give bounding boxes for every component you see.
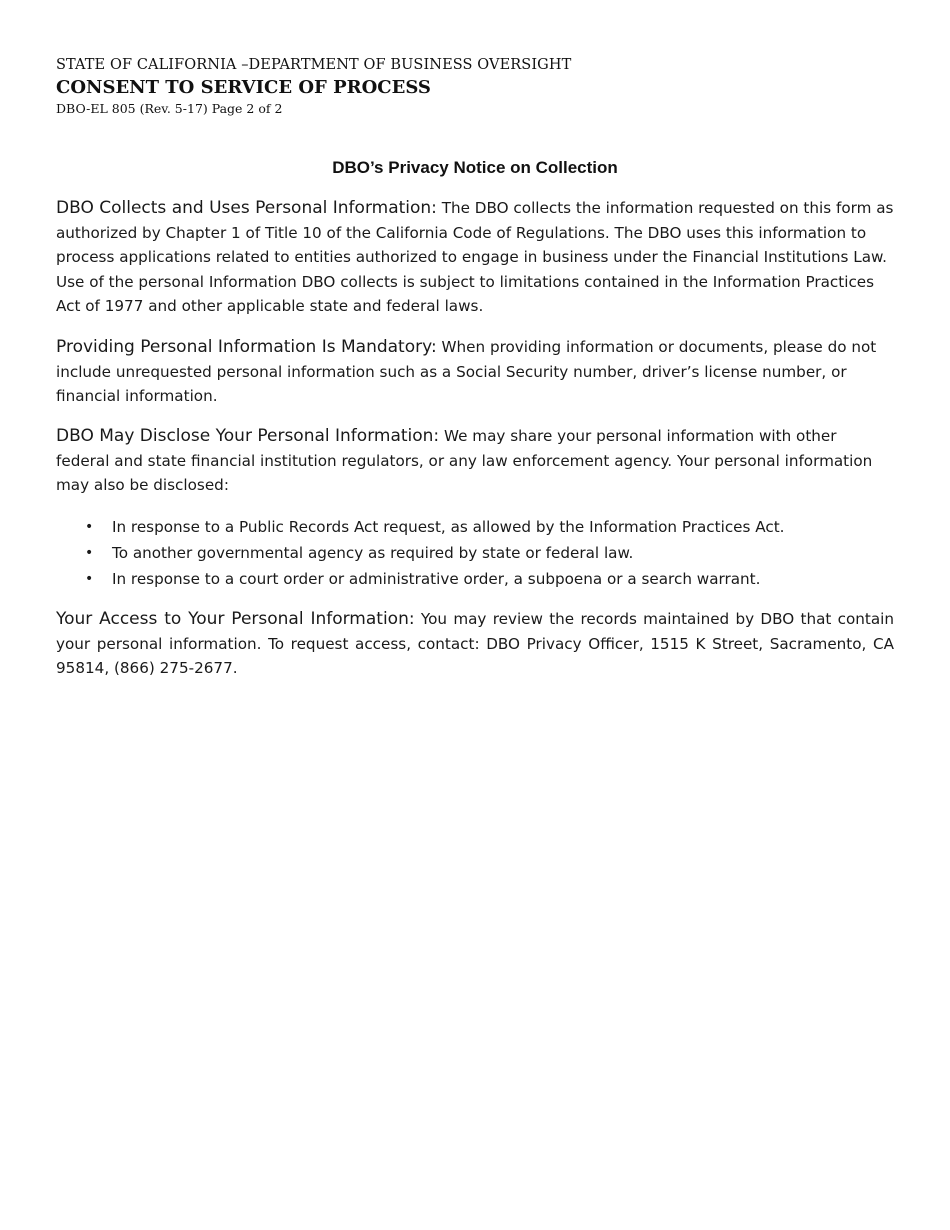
section-body: You may review the records maintained by DBO that contain your personal information. To request access, contact: DBO Privacy Officer, 1515 K Street, Sacramento, CA 95814, (866) 275-2677. [56, 610, 894, 677]
section-heading: Your Access to Your Personal Information: [56, 609, 415, 629]
section-collects-uses [56, 196, 894, 319]
bullet-icon: • [85, 519, 94, 535]
section-heading: DBO Collects and Uses Personal Information: [56, 198, 437, 218]
section-your-access [56, 607, 894, 681]
section-body: We may share your personal information with other federal and state financial institution regulators, or any law enforcement agency. Your personal information may also be disclosed: [56, 427, 873, 494]
section-heading: DBO May Disclose Your Personal Information: [56, 426, 440, 446]
list-item-text: In response to a Public Records Act request, as allowed by the Information Practices Act. [112, 518, 785, 536]
section-body: When providing information or documents, please do not include unrequested personal information such as a Social Security number, driver’s license number, or financial information. [56, 338, 877, 405]
list-item-text: To another governmental agency as required by state or federal law. [112, 544, 634, 562]
bullet-icon: • [85, 545, 94, 561]
form-id-page-number: DBO-EL 805 (Rev. 5-17) Page 2 of 2 [56, 101, 283, 116]
list-item [56, 566, 894, 592]
section-body: The DBO collects the information requested on this form as authorized by Chapter 1 of Title 10 of the California Code of Regulations. The DBO uses this information to process applications related to entities authorized to engage in business under the Financial Institutions Law. Use of the personal Information DBO collects is subject to limitations contained in the Information Practices Act of 1977 and other applicable state and federal laws. [56, 199, 894, 315]
list-item [56, 540, 894, 566]
section-heading: Providing Personal Information Is Mandatory: [56, 337, 437, 357]
privacy-notice-title: DBO’s Privacy Notice on Collection [332, 158, 618, 177]
form-title: CONSENT TO SERVICE OF PROCESS [56, 77, 431, 98]
section-may-disclose [56, 424, 894, 498]
list-item [56, 514, 894, 540]
agency-name: STATE OF CALIFORNIA –DEPARTMENT OF BUSINESS OVERSIGHT [56, 57, 572, 73]
section-mandatory [56, 335, 894, 409]
disclosure-bullet-list [56, 514, 894, 592]
bullet-icon: • [85, 571, 94, 587]
list-item-text: In response to a court order or administrative order, a subpoena or a search warrant. [112, 570, 761, 588]
